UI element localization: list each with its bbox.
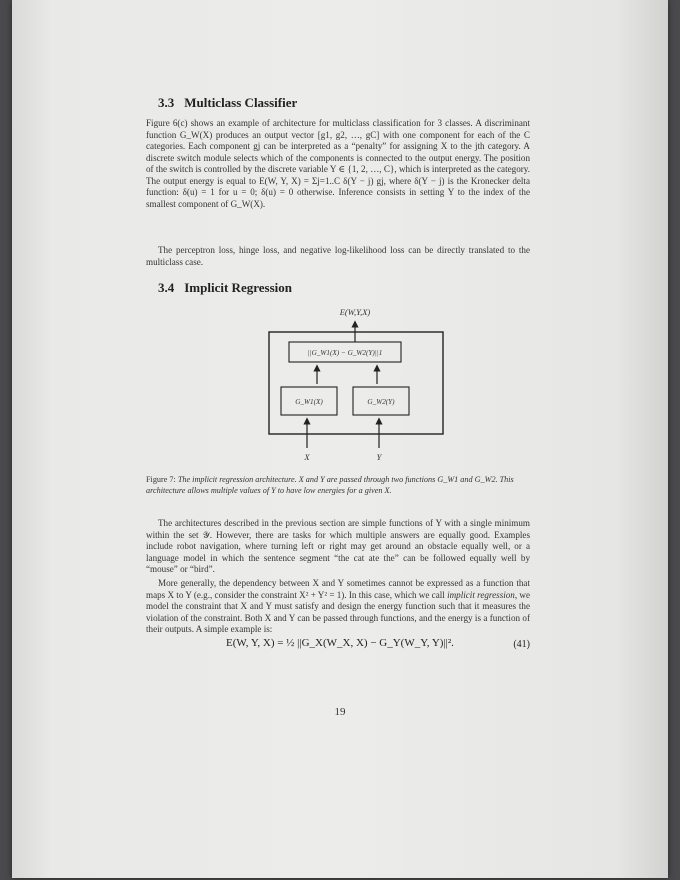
distance-module-label: ||G_W1(X) − G_W2(Y)||1 bbox=[307, 349, 383, 357]
section-heading-3-4 bbox=[158, 280, 292, 296]
section-heading-3-3 bbox=[158, 95, 297, 111]
implicit-regression-diagram bbox=[255, 300, 455, 462]
section-number: 3.3 bbox=[158, 95, 175, 110]
section-title: Implicit Regression bbox=[184, 280, 292, 295]
caption-label: Figure 7: bbox=[146, 475, 176, 484]
emphasis-implicit-regression: implicit regression bbox=[447, 589, 515, 600]
caption-text: The implicit regression architecture. X and Y are passed through two functions G_W1 and G_W2. This architecture allows multiple values of Y to have low energies for a given X. bbox=[146, 475, 514, 495]
section-title: Multiclass Classifier bbox=[184, 95, 298, 110]
figure-7-caption bbox=[146, 475, 536, 496]
equation-number: (41) bbox=[513, 639, 530, 650]
paragraph-text-after: , we model the constraint that X and Y must satisfy and design the energy function such that it measures the violation of the constraint. Both X and Y can be passed through functions, and the energy is a function of their outputs. A simple example is: bbox=[146, 589, 531, 635]
page-number: 19 bbox=[334, 706, 346, 718]
paragraph-implicit-regression bbox=[146, 578, 530, 636]
section-number: 3.4 bbox=[158, 280, 175, 295]
equation-formula: E(W, Y, X) = ½ ||G_X(W_X, X) − G_Y(W_Y, Y)||². bbox=[226, 637, 454, 649]
input-y-label: Y bbox=[376, 452, 382, 462]
paragraph-loss-translation: The perceptron loss, hinge loss, and negative log-likelihood loss can be directly translated to the multiclass case. bbox=[146, 245, 530, 267]
paragraph-multiple-answers: The architectures described in the previous section are simple functions of Y with a single minimum within the set 𝒴. However, there are tasks for which multiple answers are equally good. Examples include robot navigation, where turning left or right may get around an obstacle equally well, or a language model in which the sentence segment “the cat ate the” can be followed equally well by “mouse” or “bird”. bbox=[146, 518, 530, 575]
paragraph-text-before: More generally, the dependency between X and Y sometimes cannot be expressed as a function that maps X to Y (e.g., consider the constraint X² + Y² = 1). In this case, which we call bbox=[146, 578, 530, 600]
right-function-label: G_W2(Y) bbox=[367, 398, 395, 406]
input-x-label: X bbox=[304, 452, 310, 462]
paragraph-multiclass: Figure 6(c) shows an example of architecture for multiclass classification for 3 classes. A discriminant function G_W(X) produces an output vector [g1, g2, …, gC] with one component for each of the C categories. Each component gj can be interpreted as a “penalty” for assigning X to the jth category. A discrete switch module selects which of the components is connected to the output energy. The position of the switch is controlled by the discrete variable Y ∈ {1, 2, …, C}, which is interpreted as the category. The output energy is equal to E(W, Y, X) = Σj=1..C δ(Y − j) gj, where δ(Y − j) is the Kronecker delta function: δ(u) = 1 for u = 0; δ(u) = 0 otherwise. Inference consists in setting Y to the index of the smallest component of G_W(X). bbox=[146, 118, 530, 209]
energy-output-label: E(W,Y,X) bbox=[339, 307, 371, 317]
left-function-label: G_W1(X) bbox=[295, 398, 323, 406]
outer-architecture-box bbox=[269, 332, 443, 434]
